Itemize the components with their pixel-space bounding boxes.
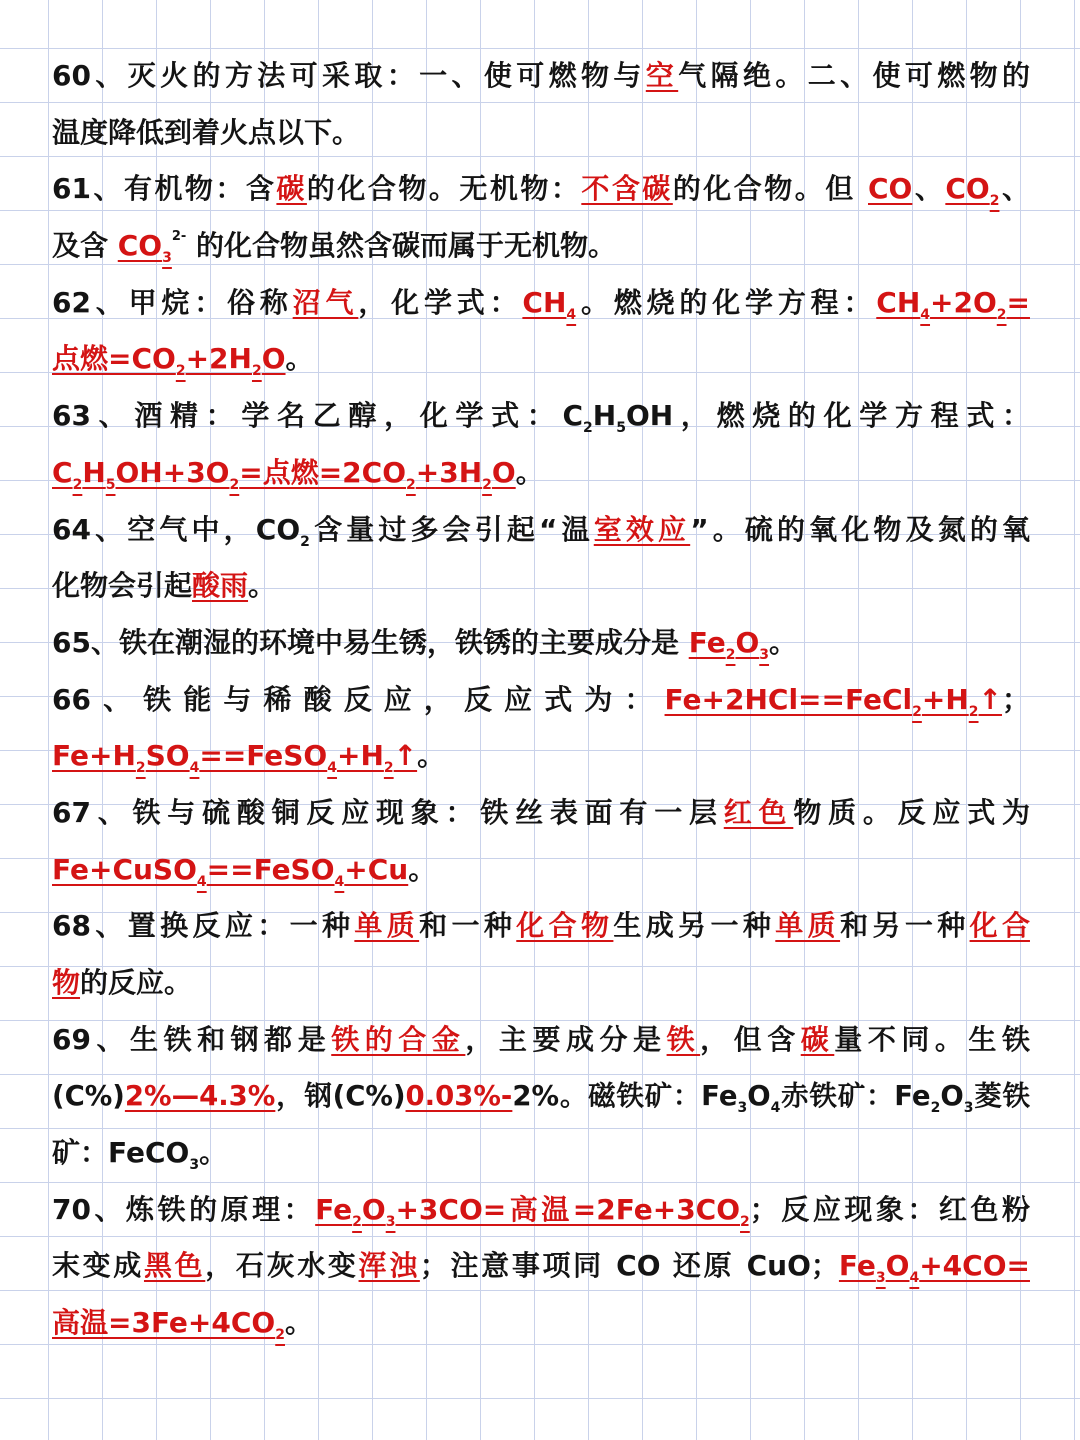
subscript: 4 [909,1270,920,1287]
key-term: Fe [315,1192,353,1226]
subscript: 2 [406,476,416,493]
text-segment: 。 [199,1136,228,1170]
text-segment: 和另一种 [840,909,970,943]
key-term: +3H [415,455,483,489]
key-term: 铁的合金 [331,1022,466,1056]
key-term: +2H [185,342,252,376]
text-segment: 68、置换反应：一种 [52,909,355,943]
key-term: 室效应 [593,512,691,546]
note-line [52,1125,1030,1182]
note-line [52,785,1030,842]
key-term: Fe [838,1249,876,1283]
text-segment: 和一种 [419,909,517,943]
subscript: 4 [196,873,207,890]
note-line [52,445,1030,502]
key-term: 化合 [969,909,1030,943]
subscript: 4 [770,1100,781,1117]
note-line [52,1068,1030,1125]
key-term: +3CO=高温=2Fe+3CO [395,1192,741,1226]
text-segment: 及含 [52,229,118,263]
text-segment: 的化合物。但 [672,172,868,206]
key-term: +H [921,682,969,716]
text-segment: 、 [912,172,946,206]
text-segment: 气隔绝。二、使可燃物的 [678,59,1030,92]
text-segment: O [747,1080,771,1113]
subscript: 2 [383,760,394,777]
note-line [52,955,1030,1012]
text-segment: ，主要成分是 [465,1022,667,1056]
key-term: 黑色 [143,1249,206,1283]
text-segment: 65、铁在潮湿的环境中易生锈，铁锈的主要成分是 [52,625,689,659]
key-term: +2O [930,285,997,319]
key-term: 碳 [800,1022,835,1056]
note-line [52,502,1030,559]
text-segment: 末变成 [52,1249,144,1283]
text-segment: O [940,1080,964,1113]
subscript: 4 [189,760,200,777]
note-line [52,48,1030,105]
subscript: 3 [189,1157,200,1174]
superscript: 2- [171,229,187,245]
subscript: 4 [334,873,345,890]
key-term: 物 [52,966,81,999]
note-line [52,331,1030,388]
note-line [52,1295,1030,1352]
text-segment: H [592,399,617,433]
text-segment: 的化合物。无机物： [306,172,582,206]
subscript: 2 [229,476,240,493]
note-line [52,1182,1030,1239]
key-term: Fe+H [52,739,136,773]
subscript: 2 [725,646,736,663]
text-segment: ；注意事项同 CO 还原 CuO； [419,1249,839,1283]
note-line [52,728,1030,785]
subscript: 2 [175,363,186,380]
text-segment: 62、甲烷：俗称 [52,285,293,319]
key-term: 浑浊 [358,1249,420,1283]
text-segment: 。燃烧的化学方程： [576,285,877,319]
note-line [52,672,1030,729]
subscript: 2 [482,476,492,493]
key-term: 沼气 [292,285,359,319]
subscript: 3 [162,250,172,267]
key-term: O [491,455,516,489]
text-segment: 69、生铁和钢都是 [52,1022,332,1056]
text-segment: 量不同。生铁 [834,1022,1030,1056]
subscript: 2 [912,703,922,720]
text-segment: 。 [417,739,446,773]
key-term: OH+3O [115,455,230,489]
subscript: 3 [737,1100,748,1117]
subscript: 2 [989,193,1000,210]
chemistry-notes [52,48,1030,1352]
text-segment: 63、酒精：学名乙醇，化学式：C [52,399,584,433]
text-segment: 67、铁与硫酸铜反应现象：铁丝表面有一层 [52,795,724,829]
text-segment: ，但含 [700,1022,801,1056]
subscript: 3 [963,1100,974,1117]
key-term: O [261,342,286,376]
key-term: 点燃=CO [52,342,176,376]
subscript: 2 [275,1327,285,1344]
key-term: ==FeSO [206,852,335,886]
key-term: =点燃=2CO [239,455,406,489]
text-segment: ；反应现象：红色粉 [749,1192,1030,1226]
key-term: H [82,455,106,489]
text-segment: 。 [248,569,277,603]
key-term: 空 [645,59,679,92]
key-term: Fe+2HCl==FeCl [664,682,913,716]
key-term: Fe+CuSO [52,852,197,886]
text-segment: 60、灭火的方法可采取：一、使可燃物与 [52,59,646,92]
subscript: 4 [566,306,577,323]
text-segment: ，石灰水变 [205,1249,359,1283]
key-term: 2%—4.3% [124,1080,276,1113]
key-term: CO [117,229,163,263]
subscript: 4 [327,760,337,777]
text-segment: 赤铁矿：Fe [780,1080,931,1113]
text-segment: 。 [284,1306,313,1340]
text-segment: 生成另一种 [613,909,776,943]
key-term: O [361,1192,386,1226]
text-segment: 。 [408,852,437,886]
key-term: C [52,455,73,489]
key-term: 不含碳 [581,172,673,206]
note-line [52,558,1030,615]
subscript: 4 [920,306,931,323]
subscript: 3 [385,1213,396,1230]
subscript: 2 [135,760,146,777]
key-term: +4CO= [919,1249,1030,1283]
key-term: ==FeSO [199,739,328,773]
subscript: 2 [930,1100,941,1117]
text-segment: 物质。反应式为 [793,795,1030,829]
text-segment: 含量过多会引起“温 [309,512,594,546]
subscript: 2 [300,533,310,550]
key-term: 化合物 [516,909,614,943]
subscript: 2 [996,306,1007,323]
note-line [52,388,1030,445]
text-segment: 70、炼铁的原理： [52,1192,316,1226]
key-term: +H [336,739,384,773]
key-term: CH [522,285,567,319]
text-segment: 。 [285,342,314,376]
text-segment: 66、铁能与稀酸反应，反应式为： [52,682,665,716]
key-term: +Cu [344,852,409,886]
key-term: ↑ [978,682,1002,716]
subscript: 5 [616,420,626,437]
subscript: 2 [72,476,83,493]
note-line [52,275,1030,332]
text-segment: 的反应。 [80,966,193,999]
text-segment: ； [1001,682,1030,716]
key-term: CO [868,172,913,206]
text-segment: ，化学式： [358,285,523,319]
subscript: 5 [105,476,116,493]
key-term: ↑ [393,739,418,773]
note-line [52,105,1030,162]
subscript: 2 [251,363,262,380]
key-term: 酸雨 [192,569,249,603]
text-segment: OH，燃烧的化学方程式： [625,399,1030,433]
key-term: 碳 [276,172,307,206]
subscript: 2 [968,703,979,720]
text-segment: 温度降低到着火点以下。 [52,115,361,149]
note-line [52,1012,1030,1069]
note-line [52,1238,1030,1295]
key-term: 单质 [775,909,841,943]
key-term: 铁 [666,1022,701,1056]
key-term: CO [945,172,990,206]
key-term: O [735,625,760,659]
note-line [52,842,1030,899]
note-line [52,898,1030,955]
subscript: 2 [583,420,593,437]
text-segment: 64、空气中，CO [52,512,301,546]
text-segment: 2%。磁铁矿：Fe [512,1080,738,1113]
key-term: 单质 [354,909,420,943]
key-term: CH [876,285,921,319]
text-segment: ，钢(C%) [275,1080,406,1113]
key-term: SO [145,739,190,773]
key-term: O [885,1249,910,1283]
subscript: 3 [759,646,770,663]
text-segment: 矿：FeCO [52,1136,190,1170]
note-line [52,615,1030,672]
key-term: Fe [688,625,726,659]
text-segment: 、 [999,172,1030,206]
text-segment: (C%) [52,1080,125,1113]
key-term: = [1006,285,1030,319]
key-term: 红色 [723,795,794,829]
text-segment: 。 [515,455,544,489]
note-line [52,218,1030,275]
text-segment: ”。硫的氧化物及氮的氧 [690,512,1030,546]
text-segment: 。 [769,625,798,659]
text-segment: 化物会引起 [52,569,193,603]
note-line [52,161,1030,218]
text-segment: 的化合物虽然含碳而属于无机物。 [186,229,617,263]
subscript: 2 [740,1213,750,1230]
key-term: 高温=3Fe+4CO [52,1306,276,1340]
subscript: 3 [875,1270,886,1287]
subscript: 2 [352,1213,362,1230]
text-segment: 61、有机物：含 [52,172,277,206]
key-term: 0.03%- [405,1080,513,1113]
text-segment: 菱铁 [973,1080,1030,1113]
